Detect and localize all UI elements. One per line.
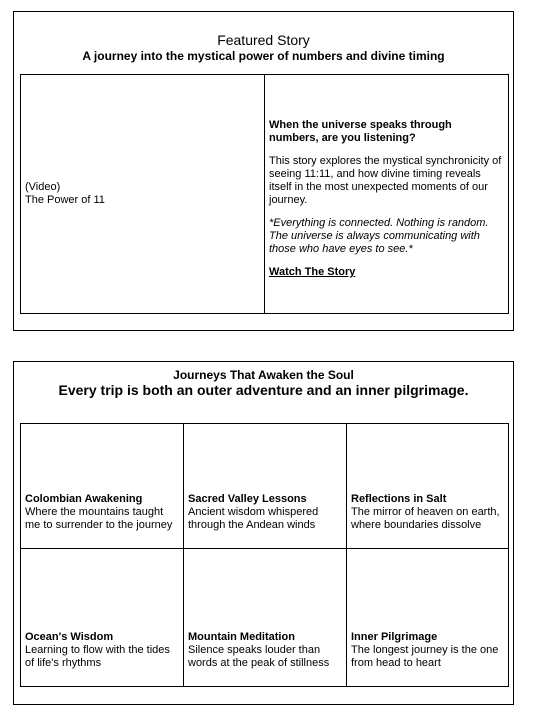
journey-card-desc: Silence speaks louder than words at the peak of stillness xyxy=(188,644,330,669)
story-heading: When the universe speaks through numbers, are you listening? xyxy=(269,119,452,144)
journey-card-title: Ocean's Wisdom xyxy=(25,631,114,643)
journey-card-sacred-valley[interactable] xyxy=(184,424,347,549)
journey-card-oceans-wisdom[interactable] xyxy=(21,549,184,686)
journey-card-desc: Ancient wisdom whispered through the Andean winds xyxy=(188,506,319,531)
journey-card-colombian-awakening[interactable] xyxy=(21,424,184,549)
video-placeholder[interactable] xyxy=(21,75,265,313)
featured-story-section xyxy=(13,11,514,331)
journey-card-title: Sacred Valley Lessons xyxy=(188,493,307,505)
journey-card-inner-pilgrimage[interactable] xyxy=(347,549,508,686)
journeys-section xyxy=(13,361,514,705)
journey-card-title: Colombian Awakening xyxy=(25,493,143,505)
journey-card-mountain-meditation[interactable] xyxy=(184,549,347,686)
journey-card-desc: Where the mountains taught me to surrender to the journey xyxy=(25,506,173,531)
journey-card-desc: Learning to flow with the tides of life's rhythms xyxy=(25,644,170,669)
video-caption: The Power of 11 xyxy=(25,194,105,206)
journeys-subtitle: Every trip is both an outer adventure and an inner pilgrimage. xyxy=(58,382,469,398)
journey-card-title: Mountain Meditation xyxy=(188,631,295,643)
story-body: This story explores the mystical synchronicity of seeing 11:11, and how divine timing reveals itself in the most unexpected moments of our journey. xyxy=(269,155,502,206)
journey-card-title: Reflections in Salt xyxy=(351,493,447,505)
journey-card-reflections-salt[interactable] xyxy=(347,424,508,549)
journey-card-title: Inner Pilgrimage xyxy=(351,631,438,643)
story-quote: *Everything is connected. Nothing is random. The universe is always communicating with those who have eyes to see.* xyxy=(269,217,489,255)
journeys-title: Journeys That Awaken the Soul xyxy=(173,368,354,382)
featured-subtitle: A journey into the mystical power of numbers and divine timing xyxy=(82,49,445,63)
journeys-grid xyxy=(20,423,509,687)
journey-card-desc: The mirror of heaven on earth, where boundaries dissolve xyxy=(351,506,500,531)
story-text xyxy=(265,75,508,313)
featured-frame xyxy=(20,74,509,314)
featured-title: Featured Story xyxy=(217,32,310,48)
journey-card-desc: The longest journey is the one from head to heart xyxy=(351,644,499,669)
watch-story-link[interactable]: Watch The Story xyxy=(269,266,356,278)
video-label: (Video) xyxy=(25,181,61,193)
